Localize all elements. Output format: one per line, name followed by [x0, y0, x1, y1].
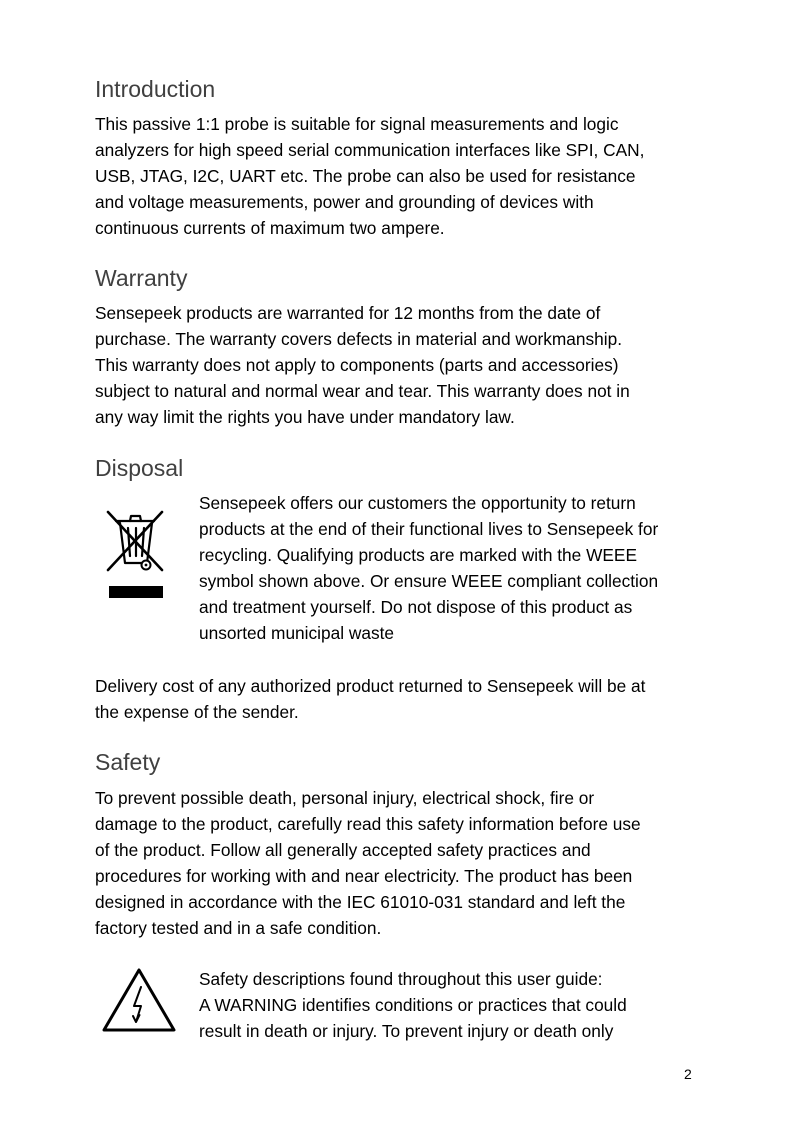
delivery-line: Delivery cost of any authorized product returned to Sensepeek will be at [95, 676, 646, 696]
warranty-line: any way limit the rights you have under mandatory law. [95, 407, 515, 427]
safety-line: of the product. Follow all generally accepted safety practices and [95, 840, 591, 860]
warranty-paragraph [95, 300, 705, 430]
safety-line: damage to the product, carefully read this safety information before use [95, 814, 641, 834]
warranty-line: subject to natural and normal wear and tear. This warranty does not in [95, 381, 630, 401]
safety-line: To prevent possible death, personal injury, electrical shock, fire or [95, 788, 595, 808]
disposal-heading: Disposal [95, 455, 184, 481]
warning-line: result in death or injury. To prevent injury or death only [199, 1021, 614, 1041]
high-voltage-warning-icon [100, 966, 178, 1034]
safety-line: procedures for working with and near electricity. The product has been [95, 866, 633, 886]
warning-line: Safety descriptions found throughout this user guide: [199, 969, 603, 989]
warning-line: A WARNING identifies conditions or practices that could [199, 995, 627, 1015]
disposal-line: unsorted municipal waste [199, 623, 394, 643]
disposal-paragraph [199, 490, 714, 646]
delivery-paragraph [95, 673, 705, 725]
disposal-line: products at the end of their functional lives to Sensepeek for [199, 519, 659, 539]
warning-paragraph [199, 966, 714, 1044]
safety-line: factory tested and in a safe condition. [95, 918, 382, 938]
warranty-line: Sensepeek products are warranted for 12 months from the date of [95, 303, 601, 323]
delivery-line: the expense of the sender. [95, 702, 299, 722]
page-number: 2 [684, 1066, 692, 1082]
introduction-heading: Introduction [95, 76, 216, 102]
introduction-line: This passive 1:1 probe is suitable for signal measurements and logic [95, 114, 619, 134]
warranty-heading: Warranty [95, 265, 188, 291]
disposal-line: recycling. Qualifying products are marked with the WEEE [199, 545, 637, 565]
introduction-line: USB, JTAG, I2C, UART etc. The probe can also be used for resistance [95, 166, 636, 186]
disposal-line: symbol shown above. Or ensure WEEE compliant collection [199, 571, 659, 591]
introduction-line: analyzers for high speed serial communication interfaces like SPI, CAN, [95, 140, 645, 160]
warranty-line: This warranty does not apply to components (parts and accessories) [95, 355, 619, 375]
introduction-line: and voltage measurements, power and grounding of devices with [95, 192, 594, 212]
introduction-paragraph [95, 111, 705, 241]
weee-crossed-bin-icon [104, 506, 168, 600]
safety-heading: Safety [95, 749, 161, 775]
safety-line: designed in accordance with the IEC 61010-031 standard and left the [95, 892, 626, 912]
warranty-line: purchase. The warranty covers defects in material and workmanship. [95, 329, 623, 349]
disposal-line: Sensepeek offers our customers the opportunity to return [199, 493, 636, 513]
introduction-line: continuous currents of maximum two ampere. [95, 218, 445, 238]
disposal-line: and treatment yourself. Do not dispose of this product as [199, 597, 633, 617]
safety-paragraph [95, 785, 705, 941]
